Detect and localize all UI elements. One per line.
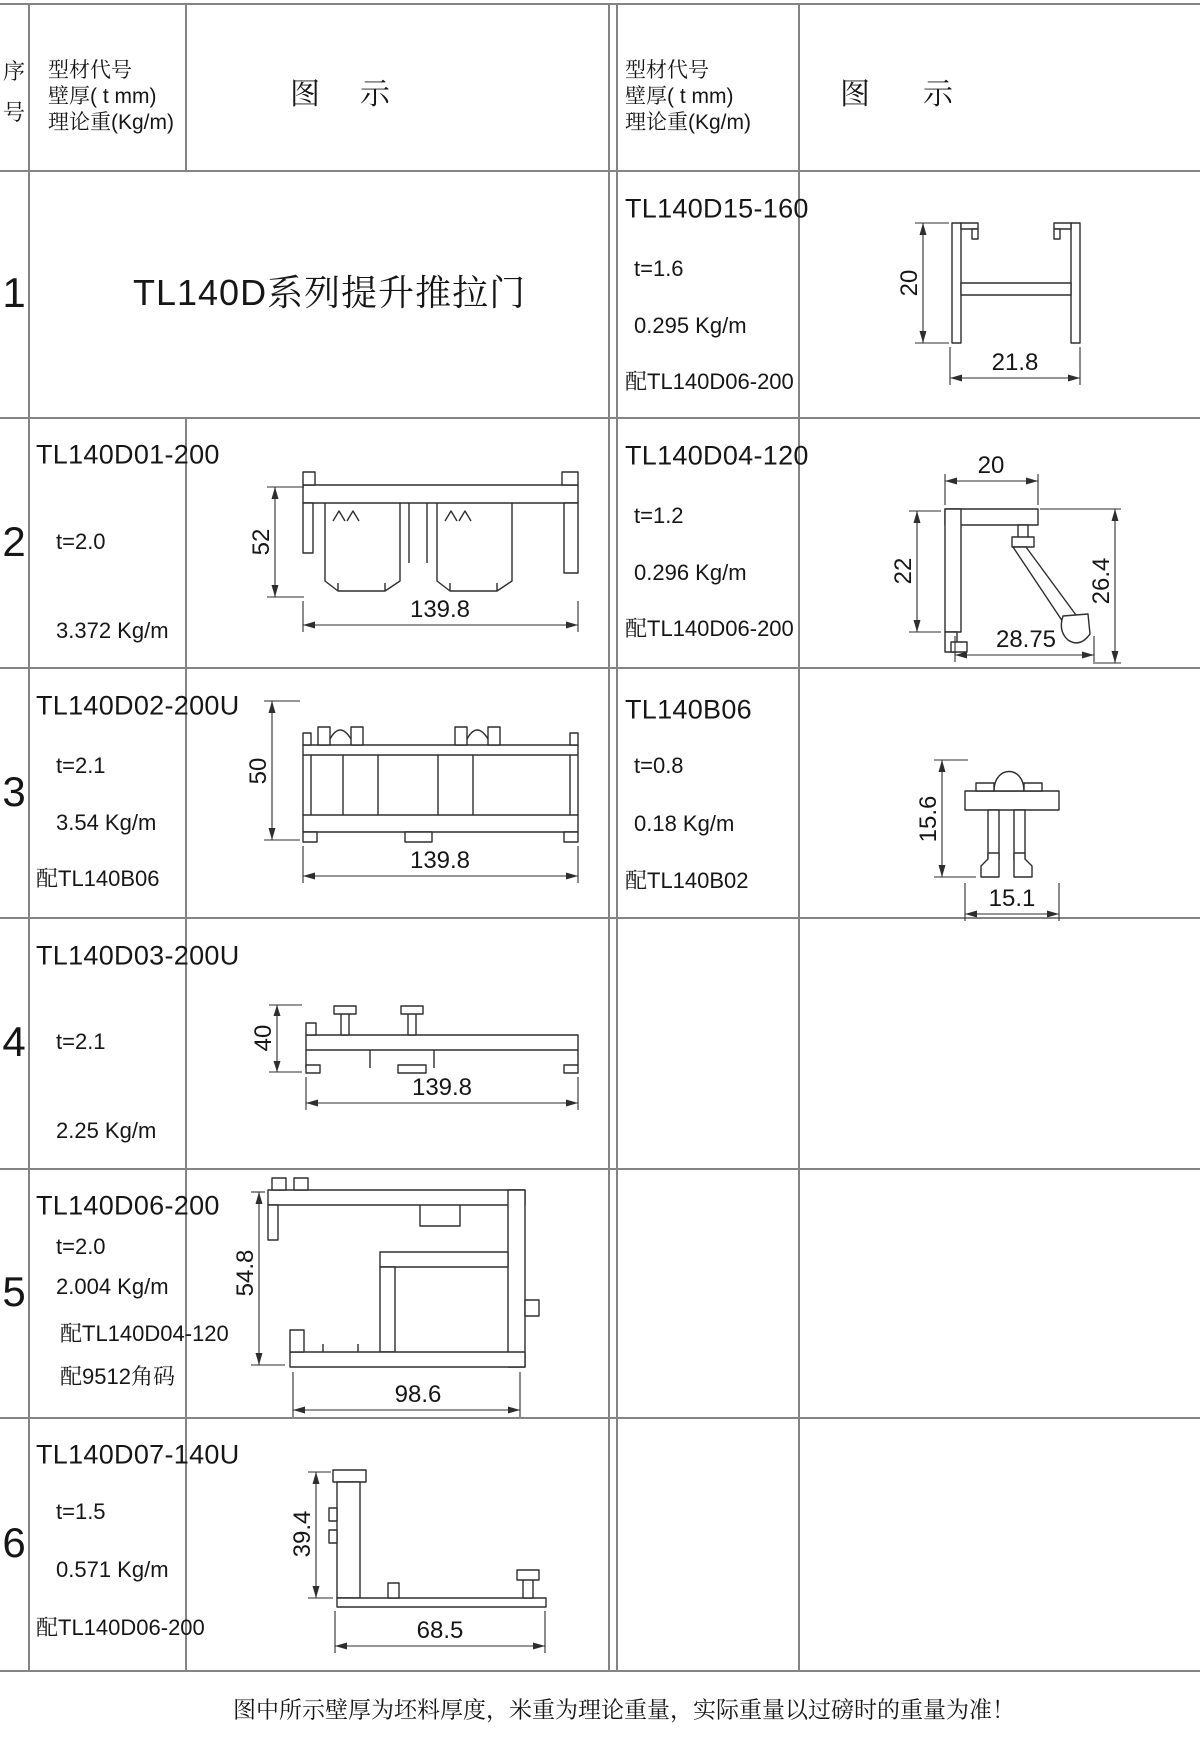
dim-label: 21.8 [991,349,1039,376]
dimension-width [335,1611,545,1653]
dim-label: 98.6 [394,1381,442,1408]
grid-line-h [0,1417,1200,1419]
dim-label: 68.5 [416,1617,464,1644]
dimension-top [945,452,1038,505]
matching-profile: 配TL140D06-200 [625,616,794,641]
col-header-serial-char: 序 [2,59,25,84]
matching-profile: 配TL140B06 [36,866,160,891]
diagram-tl140d04-120 [878,438,1122,678]
diagram-tl140d06-200 [213,1168,568,1418]
serial-number: 2 [2,518,26,565]
theoretical-weight: 2.25 Kg/m [56,1118,157,1143]
diagram-tl140d03-200u [238,913,610,1118]
grid-line-v-divider [616,3,618,1670]
footnote: 图中所示壁厚为坯料厚度，米重为理论重量，实际重量以过磅时的重量为准！ [233,1696,1015,1723]
grid-line-v [185,417,187,1670]
col-header-spec-left: 型材代号 壁厚( t mm) 理论重(Kg/m) [48,59,174,134]
wall-thickness: t=2.0 [56,529,106,554]
dimension-left [890,511,941,632]
dimension-width [303,846,578,883]
grid-line-v-serial [28,3,30,1670]
dimension-height [915,760,976,877]
dim-label: 26.4 [1088,557,1115,605]
theoretical-weight: 3.54 Kg/m [56,810,157,835]
dim-label: 20 [896,269,923,297]
matching-part: 配9512角码 [60,1364,175,1389]
profile-code: TL140B06 [625,694,752,725]
wall-thickness: t=2.1 [56,1029,106,1054]
wall-thickness: t=2.1 [56,753,106,778]
profile-shape [268,1178,539,1367]
matching-profile: 配TL140B02 [625,868,749,893]
col-header-diagram-left: 示 [360,78,390,111]
profile-code: TL140D15-160 [625,193,809,224]
dimension-height [250,1005,302,1072]
serial-number: 6 [2,1519,26,1566]
grid-line-v [185,3,187,170]
wall-thickness: t=1.5 [56,1499,106,1524]
theoretical-weight: 0.296 Kg/m [634,560,747,585]
profile-shape [965,772,1059,878]
serial-number: 5 [2,1268,26,1315]
series-title: TL140D系列提升推拉门 [133,272,527,313]
dimension-height [248,487,304,597]
profile-code: TL140D02-200U [36,690,240,721]
matching-profile: 配TL140D06-200 [36,1615,205,1640]
matching-profile: 配TL140D06-200 [625,369,794,394]
grid-line-h [0,1168,1200,1170]
dimension-height [289,1472,333,1598]
col-header-diagram-right: 图 [840,78,870,111]
diagram-tl140b06 [915,733,1083,928]
dim-label: 139.8 [411,1074,473,1101]
profile-code: TL140D06-200 [36,1190,220,1221]
dim-label: 54.8 [232,1249,259,1297]
grid-line-h [0,1670,1200,1672]
dimension-width [306,1074,578,1110]
dim-label: 20 [977,452,1005,479]
diagram-tl140d07-140u [283,1453,575,1665]
theoretical-weight: 2.004 Kg/m [56,1274,169,1299]
dim-label: 15.1 [988,885,1036,912]
theoretical-weight: 0.295 Kg/m [634,313,747,338]
dim-label: 52 [248,528,275,556]
serial-number: 1 [2,269,26,316]
serial-number: 4 [2,1018,26,1065]
dim-label: 40 [250,1024,277,1052]
dimension-width [950,347,1080,385]
wall-thickness: t=2.0 [56,1234,106,1259]
dimension-height [896,223,949,343]
dimension-width [965,883,1059,921]
profile-code: TL140D07-140U [36,1439,240,1470]
diagram-tl140d15-160 [885,195,1105,395]
serial-number: 3 [2,768,26,815]
theoretical-weight: 3.372 Kg/m [56,618,169,643]
col-header-diagram-left: 图 [290,78,320,111]
wall-thickness: t=0.8 [634,753,684,778]
dim-label: 15.6 [915,795,942,843]
dim-label: 39.4 [289,1510,316,1558]
matching-profile: 配TL140D04-120 [60,1321,229,1346]
profile-shape [303,727,578,842]
diagram-tl140d02-200u [238,663,610,893]
dimension-width [293,1372,520,1417]
profile-shape [306,1006,578,1073]
grid-line-v [798,3,800,1670]
dim-label: 139.8 [409,847,471,874]
profile-code: TL140D03-200U [36,940,240,971]
profile-shape [329,1470,546,1607]
dimension-height [245,701,300,840]
col-header-diagram-right: 示 [923,78,953,111]
dim-label: 139.8 [409,596,471,623]
profile-shape [303,472,578,591]
theoretical-weight: 0.571 Kg/m [56,1557,169,1582]
wall-thickness: t=1.2 [634,503,684,528]
theoretical-weight: 0.18 Kg/m [634,811,735,836]
col-header-spec-right: 型材代号 壁厚( t mm) 理论重(Kg/m) [625,59,751,134]
profile-code: TL140D04-120 [625,440,809,471]
col-header-serial-char: 号 [2,100,25,125]
dim-label: 28.75 [995,626,1057,653]
grid-line-h [0,170,1200,172]
wall-thickness: t=1.6 [634,256,684,281]
dim-label: 22 [890,557,917,585]
profile-shape [952,223,1080,343]
grid-line-h [0,3,1200,5]
dimension-width [303,596,578,632]
profile-code: TL140D01-200 [36,439,220,470]
diagram-tl140d01-200 [238,413,610,640]
dim-label: 50 [245,757,272,785]
